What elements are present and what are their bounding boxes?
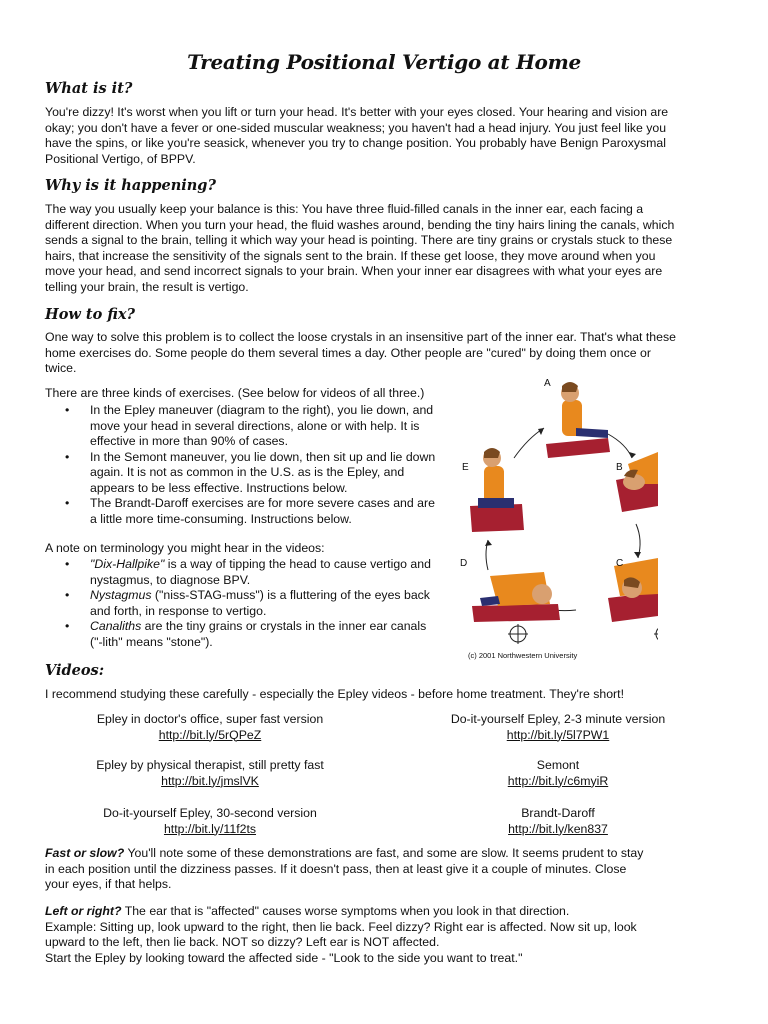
text-line: You're dizzy! It's worst when you lift or turn your head. It's better with your eyes closed. Your hearing and vision are	[45, 105, 669, 119]
text-line: One way to solve this problem is to collect the loose crystals in an insensitive part of the inner ear. That's what these	[45, 330, 676, 344]
heading-what-is-it: What is it?	[45, 80, 133, 97]
figure-d-rolled	[472, 572, 560, 622]
heading-how-to-fix: How to fix?	[45, 306, 136, 323]
text-line: The way you usually keep your balance is this: You have three fluid-filled canals in the inner ear, each facing a	[45, 202, 644, 216]
list-item	[45, 450, 465, 497]
epley-maneuver-diagram	[458, 372, 658, 662]
exercises-intro: There are three kinds of exercises. (See below for videos of all three.)	[45, 386, 425, 400]
text-line: different direction. When you turn your head, the fluid washes around, bending the tiny hairs lining the canals, which	[45, 217, 675, 232]
video-link[interactable]: http://bit.ly/11f2ts	[163, 821, 257, 836]
text-line: your eyes, if that helps.	[45, 877, 172, 891]
video-link[interactable]: http://bit.ly/jmslVK	[161, 773, 259, 788]
arrow-e-to-a	[514, 428, 544, 458]
figure-label-d: D	[460, 558, 468, 569]
video-item	[408, 712, 708, 743]
list-item	[45, 619, 465, 650]
text-line: move your head in several directions, alone or with help. It is	[90, 418, 420, 433]
term: Nystagmus	[90, 588, 152, 602]
text-line: nystagmus, to diagnose BPV.	[90, 572, 251, 587]
list-item	[45, 403, 465, 450]
page-title: Treating Positional Vertigo at Home	[187, 50, 581, 74]
video-item	[60, 806, 360, 837]
figure-e-sitting	[470, 448, 524, 532]
term-definition: is a way of tipping the head to cause vertigo and	[164, 557, 431, 571]
videos-intro: I recommend studying these carefully - especially the Epley videos - before home treatment. They're short!	[45, 687, 624, 701]
figure-label-e: E	[462, 462, 469, 473]
text-line	[90, 588, 465, 604]
video-item	[408, 806, 708, 837]
exercises-list	[45, 403, 465, 527]
terminology-list	[45, 557, 468, 650]
video-link[interactable]: http://bit.ly/ken837	[508, 821, 608, 836]
terminology-intro: A note on terminology you might hear in the videos:	[45, 541, 325, 555]
text-line: have the spins, or like you're seasick, whenever you try to change position. You probably have Benign Paroxysmal	[45, 136, 666, 150]
video-label: Do-it-yourself Epley, 30-second version	[103, 806, 317, 820]
list-item	[45, 557, 468, 588]
video-link[interactable]: http://bit.ly/5l7PW1	[506, 727, 610, 742]
text-line: in each position until the dizziness passes. If it doesn't pass, then at least give it a couple of minutes. Close	[45, 861, 627, 876]
paragraph-what-is-it	[45, 105, 668, 167]
text-line: upward to the left, then lie back. NOT so dizzy? Left ear is NOT affected.	[45, 935, 440, 949]
text-line: again. It is not as common in the U.S. as is the Epley, and	[90, 465, 405, 479]
text-line	[90, 619, 465, 635]
lead-label: Left or right?	[45, 904, 122, 918]
figure-label-c: C	[616, 558, 624, 569]
heading-why: Why is it happening?	[45, 177, 216, 194]
term: "Dix-Hallpike"	[90, 557, 165, 571]
text-line: a little more time-consuming. Instructions below.	[90, 511, 352, 526]
text-line: sends a signal to the brain, telling it which way your head is pointing. There are tiny grains or crystals stuck to these	[45, 233, 673, 247]
text-line	[45, 904, 637, 920]
figure-label-a: A	[544, 378, 551, 389]
text-line: okay; you don't have a fever or one-sided muscular weakness; you haven't had a head injury. You just feel like you	[45, 120, 667, 135]
video-label: Epley by physical therapist, still pretty fast	[96, 758, 324, 772]
text-line: ("-lith" means "stone").	[90, 634, 213, 649]
text-line: home exercises do. Some people do them several times a day. Other people are "cured" by doing them once or	[45, 345, 651, 360]
paragraph-why	[45, 202, 674, 295]
video-label: Brandt-Daroff	[521, 806, 595, 820]
text-line: hairs, that increase the sensitivity of the signals sent to the brain. If these get loose, they move around when you	[45, 248, 656, 263]
paragraph-how-to-fix	[45, 330, 676, 377]
text-line	[90, 557, 468, 573]
video-link[interactable]: http://bit.ly/c6myiR	[507, 773, 609, 788]
text-line: appears to be less effective. Instructions below.	[90, 480, 348, 495]
video-label: Epley in doctor's office, super fast version	[96, 712, 324, 726]
list-item	[45, 588, 465, 619]
text-line: effective in more than 90% of cases.	[90, 434, 288, 448]
text-line: and forth, in response to vertigo.	[90, 603, 267, 618]
lead-label: Fast or slow?	[45, 846, 125, 860]
video-label: Semont	[536, 758, 580, 772]
text-span: You'll note some of these demonstrations are fast, and some are slow. It seems prudent to stay	[124, 846, 644, 860]
term: Canaliths	[90, 619, 142, 633]
arrow-a-to-b	[608, 434, 632, 458]
paragraph-left-or-right	[45, 904, 637, 966]
text-line: Positional Vertigo, of BPPV.	[45, 151, 196, 166]
heading-videos: Videos:	[45, 662, 105, 679]
list-item	[45, 496, 465, 527]
text-line: • The Brandt-Daroff exercises are for more severe cases and are	[90, 496, 435, 510]
figure-b-lying	[616, 452, 658, 512]
text-line: twice.	[45, 361, 77, 375]
figure-label-b: B	[616, 462, 623, 473]
video-label: Do-it-yourself Epley, 2-3 minute version	[450, 712, 666, 726]
text-line: • In the Epley maneuver (diagram to the right), you lie down, and	[90, 403, 434, 417]
text-line: move your head, and send incorrect signals to your brain. When your inner ear disagrees with what your eyes are	[45, 264, 663, 278]
figure-credit: (c) 2001 Northwestern University	[468, 651, 578, 660]
video-item	[408, 758, 708, 789]
text-line: Example: Sitting up, look upward to the right, then lie back. Feel dizzy? Right ear is affected. Now sit up, look	[45, 919, 637, 934]
text-line: Start the Epley by looking toward the affected side - "Look to the side you want to treat."	[45, 950, 523, 965]
paragraph-fast-or-slow	[45, 846, 643, 893]
text-line	[45, 846, 643, 862]
term-definition: ("niss-STAG-muss") is a fluttering of the eyes back	[151, 588, 430, 602]
text-line: telling your brain, the result is vertigo.	[45, 279, 249, 294]
text-line: • In the Semont maneuver, you lie down, then sit up and lie down	[90, 449, 436, 464]
video-item	[60, 758, 360, 789]
text-span: The ear that is "affected" causes worse symptoms when you look in that direction.	[121, 904, 570, 918]
figure-a-sitting	[546, 382, 610, 458]
term-definition: are the tiny grains or crystals in the inner ear canals	[141, 619, 427, 633]
video-item	[60, 712, 360, 743]
video-link[interactable]: http://bit.ly/5rQPeZ	[158, 727, 262, 742]
